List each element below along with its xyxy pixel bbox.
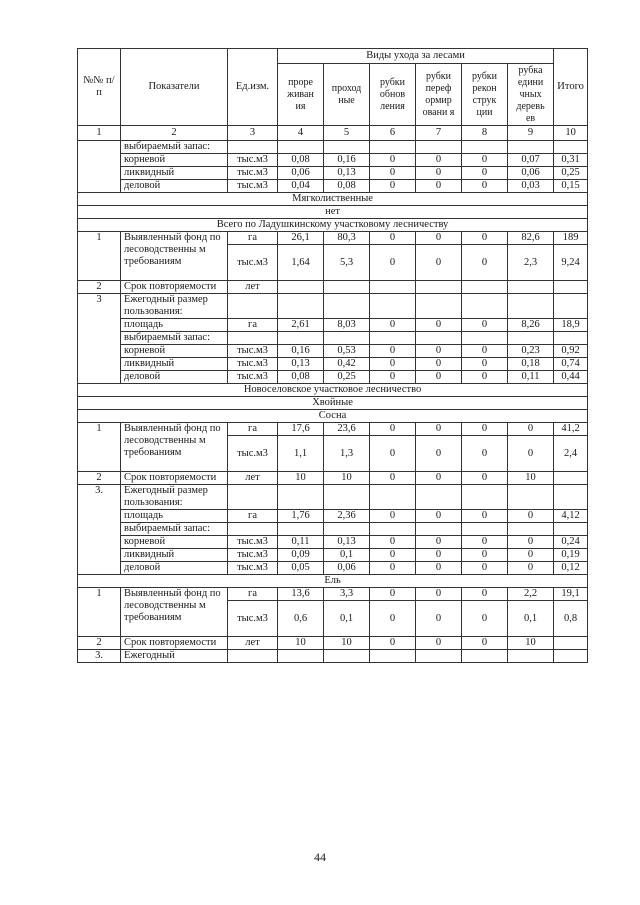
col-number: 8 [462,126,508,141]
table-row [78,345,588,358]
value-cell: 82,6 [508,232,554,245]
table-row [78,637,588,650]
value-cell: 0 [416,319,462,332]
row-label: корневой [121,536,228,549]
value-cell: 0,05 [278,562,324,575]
col-number: 7 [416,126,462,141]
row-number: 2 [78,472,121,485]
value-cell: 0 [508,562,554,575]
section-title: Новоселовское участковое лесничество [78,384,588,397]
unit-cell: га [228,319,278,332]
value-cell: 9,24 [554,245,588,281]
value-cell [554,472,588,485]
table-row [78,510,588,523]
section-row [78,575,588,588]
value-cell: 0,08 [324,180,370,193]
unit-cell: тыс.м3 [228,549,278,562]
value-cell: 0 [370,536,416,549]
header-group: Виды ухода за лесами [278,49,554,64]
value-cell: 0 [416,358,462,371]
value-cell: 0 [462,232,508,245]
table-row [78,485,588,510]
table-row [78,562,588,575]
value-cell: 1,76 [278,510,324,523]
value-cell: 2,3 [508,245,554,281]
value-cell [508,281,554,294]
col-number: 10 [554,126,588,141]
value-cell: 0 [416,232,462,245]
table-row [78,358,588,371]
unit-cell: га [228,232,278,245]
col-number: 9 [508,126,554,141]
value-cell: 0 [370,436,416,472]
section-title: Сосна [78,410,588,423]
value-cell: 0 [370,562,416,575]
value-cell: 0,1 [324,549,370,562]
row-label: ликвидный [121,167,228,180]
value-cell: 18,9 [554,319,588,332]
value-cell: 0 [370,371,416,384]
section-title: Хвойные [78,397,588,410]
value-cell: 0,1 [508,601,554,637]
value-cell: 0,92 [554,345,588,358]
header-col-4: рубки переф ормир овани я [416,64,462,126]
value-cell: 0,23 [508,345,554,358]
unit-cell: лет [228,637,278,650]
unit-cell: га [228,588,278,601]
value-cell: 0 [508,510,554,523]
value-cell: 13,6 [278,588,324,601]
value-cell: 0 [416,549,462,562]
value-cell: 1,64 [278,245,324,281]
unit-cell: тыс.м3 [228,601,278,637]
value-cell: 0 [370,319,416,332]
row-label: ликвидный [121,358,228,371]
row-label: Срок повторяемости [121,637,228,650]
table-row [78,167,588,180]
value-cell [462,281,508,294]
value-cell: 0 [416,588,462,601]
value-cell: 10 [508,637,554,650]
value-cell: 1,1 [278,436,324,472]
col-number: 5 [324,126,370,141]
unit-cell: га [228,423,278,436]
value-cell [554,281,588,294]
section-title: Всего по Ладушкинскому участковому лесничеству [78,219,588,232]
value-cell: 0 [416,245,462,281]
value-cell: 0,06 [508,167,554,180]
forest-care-table [77,48,588,663]
table-row [78,154,588,167]
table-row [78,294,588,319]
unit-cell: тыс.м3 [228,167,278,180]
value-cell: 0 [462,549,508,562]
value-cell: 41,2 [554,423,588,436]
value-cell: 0,03 [508,180,554,193]
row-number: 1 [78,588,121,637]
section-title: Мягколиственные [78,193,588,206]
value-cell [416,281,462,294]
col-number: 1 [78,126,121,141]
header-indicators: Показатели [121,49,228,126]
value-cell: 0,6 [278,601,324,637]
value-cell: 0 [416,510,462,523]
value-cell: 0,13 [324,536,370,549]
value-cell: 0 [370,154,416,167]
value-cell: 0 [462,601,508,637]
value-cell: 0 [462,472,508,485]
value-cell: 0,04 [278,180,324,193]
value-cell [324,281,370,294]
value-cell: 0 [462,562,508,575]
header-col-5: рубки рекон струк ции [462,64,508,126]
value-cell: 0,44 [554,371,588,384]
col-number: 2 [121,126,228,141]
table-row [78,180,588,193]
value-cell: 0 [508,536,554,549]
row-label: Выявленный фонд по лесоводственны м требованиям [121,588,228,637]
row-label: Ежегодный размер пользования: [121,294,228,319]
value-cell: 0,07 [508,154,554,167]
row-number: 3. [78,650,121,663]
value-cell: 0,74 [554,358,588,371]
value-cell: 0 [462,371,508,384]
value-cell: 4,12 [554,510,588,523]
value-cell: 0 [462,637,508,650]
value-cell: 80,3 [324,232,370,245]
row-label: Выявленный фонд по лесоводственны м требованиям [121,423,228,472]
value-cell: 0 [416,436,462,472]
value-cell: 0 [416,637,462,650]
row-label: Выявленный фонд по лесоводственны м требованиям [121,232,228,281]
section-title: нет [78,206,588,219]
section-row [78,193,588,206]
section-row [78,410,588,423]
unit-cell: тыс.м3 [228,154,278,167]
value-cell: 2,2 [508,588,554,601]
table-row [78,371,588,384]
value-cell: 0,24 [554,536,588,549]
table-row [78,472,588,485]
value-cell: 5,3 [324,245,370,281]
table-row [78,549,588,562]
table-row [78,523,588,536]
row-label: выбираемый запас: [121,141,228,154]
table-row [78,588,588,601]
value-cell: 23,6 [324,423,370,436]
value-cell: 10 [324,472,370,485]
value-cell: 1,3 [324,436,370,472]
value-cell: 0,31 [554,154,588,167]
value-cell [554,637,588,650]
table-row [78,141,588,154]
value-cell: 0,12 [554,562,588,575]
value-cell: 2,4 [554,436,588,472]
value-cell [370,281,416,294]
value-cell: 0 [508,549,554,562]
value-cell: 0,06 [324,562,370,575]
value-cell: 0 [370,601,416,637]
value-cell: 0 [370,637,416,650]
value-cell: 0,08 [278,154,324,167]
value-cell: 0 [462,167,508,180]
column-numbers-row [78,126,588,141]
value-cell: 0 [416,472,462,485]
value-cell: 0,19 [554,549,588,562]
table-header [78,49,588,141]
value-cell: 0 [462,180,508,193]
section-row [78,397,588,410]
row-label: Срок повторяемости [121,472,228,485]
value-cell: 0 [370,423,416,436]
col-number: 6 [370,126,416,141]
unit-cell: лет [228,281,278,294]
row-label: выбираемый запас: [121,332,228,345]
value-cell: 0 [370,345,416,358]
section-row [78,219,588,232]
value-cell: 17,6 [278,423,324,436]
value-cell: 0 [416,423,462,436]
value-cell: 0 [462,245,508,281]
table-row [78,319,588,332]
table-row [78,423,588,436]
value-cell: 0 [370,472,416,485]
row-label: корневой [121,154,228,167]
value-cell: 0 [416,167,462,180]
row-number: 1 [78,232,121,281]
value-cell: 0,13 [278,358,324,371]
value-cell: 10 [278,472,324,485]
row-number: 3. [78,485,121,575]
value-cell: 0 [508,436,554,472]
value-cell: 0 [462,423,508,436]
table-row [78,232,588,245]
row-number: 3 [78,294,121,384]
row-label: Ежегодный [121,650,228,663]
value-cell: 0,09 [278,549,324,562]
value-cell: 0 [416,371,462,384]
value-cell: 0,06 [278,167,324,180]
value-cell: 0 [462,345,508,358]
table-row [78,281,588,294]
value-cell: 19,1 [554,588,588,601]
unit-cell: га [228,510,278,523]
value-cell: 0,11 [508,371,554,384]
value-cell: 0 [416,180,462,193]
table-row [78,650,588,663]
unit-cell: тыс.м3 [228,371,278,384]
header-unit: Ед.изм. [228,49,278,126]
value-cell: 0 [370,167,416,180]
value-cell: 0,1 [324,601,370,637]
value-cell: 26,1 [278,232,324,245]
value-cell: 2,36 [324,510,370,523]
value-cell: 189 [554,232,588,245]
row-label: Срок повторяемости [121,281,228,294]
page-number: 44 [314,850,326,864]
row-label: ликвидный [121,549,228,562]
value-cell: 0,13 [324,167,370,180]
row-label: деловой [121,371,228,384]
unit-cell: тыс.м3 [228,245,278,281]
value-cell: 10 [278,637,324,650]
value-cell: 0,11 [278,536,324,549]
value-cell: 0 [370,549,416,562]
col-number: 4 [278,126,324,141]
header-col-3: рубки обнов ления [370,64,416,126]
value-cell: 0 [416,345,462,358]
document-page [77,48,587,663]
value-cell: 0,8 [554,601,588,637]
value-cell: 0,42 [324,358,370,371]
value-cell [278,281,324,294]
value-cell: 0 [370,510,416,523]
unit-cell: тыс.м3 [228,536,278,549]
section-title: Ель [78,575,588,588]
header-col-2: проход ные [324,64,370,126]
value-cell: 0 [508,423,554,436]
unit-cell: тыс.м3 [228,436,278,472]
value-cell: 10 [508,472,554,485]
value-cell: 0 [370,358,416,371]
value-cell: 2,61 [278,319,324,332]
value-cell: 10 [324,637,370,650]
value-cell: 0,15 [554,180,588,193]
row-label: деловой [121,562,228,575]
header-col-1: проре живан ия [278,64,324,126]
value-cell: 0,16 [324,154,370,167]
value-cell: 0 [416,562,462,575]
table-row [78,332,588,345]
row-label: площадь [121,319,228,332]
value-cell: 0 [370,245,416,281]
value-cell: 8,03 [324,319,370,332]
value-cell: 8,26 [508,319,554,332]
table-row [78,536,588,549]
header-num: №№ п/п [78,49,121,126]
value-cell: 0 [370,588,416,601]
value-cell: 0 [462,536,508,549]
row-number: 1 [78,423,121,472]
header-col-6: рубка едини чных деревь ев [508,64,554,126]
unit-cell: тыс.м3 [228,345,278,358]
value-cell: 0 [462,319,508,332]
value-cell: 0,08 [278,371,324,384]
value-cell: 0,53 [324,345,370,358]
row-number: 2 [78,281,121,294]
value-cell: 0,25 [554,167,588,180]
value-cell: 0 [462,358,508,371]
unit-cell: тыс.м3 [228,358,278,371]
col-number: 3 [228,126,278,141]
unit-cell: тыс.м3 [228,180,278,193]
row-label: деловой [121,180,228,193]
row-label: выбираемый запас: [121,523,228,536]
value-cell: 0 [462,588,508,601]
section-row [78,206,588,219]
value-cell: 0 [416,154,462,167]
value-cell: 0 [370,180,416,193]
row-label: Ежегодный размер пользования: [121,485,228,510]
value-cell: 0,18 [508,358,554,371]
unit-cell: лет [228,472,278,485]
value-cell: 0,25 [324,371,370,384]
value-cell: 3,3 [324,588,370,601]
value-cell: 0 [416,536,462,549]
row-label: корневой [121,345,228,358]
value-cell: 0 [416,601,462,637]
value-cell: 0 [462,154,508,167]
value-cell: 0 [462,436,508,472]
section-row [78,384,588,397]
unit-cell: тыс.м3 [228,562,278,575]
row-number: 2 [78,637,121,650]
value-cell: 0 [462,510,508,523]
row-label: площадь [121,510,228,523]
value-cell: 0,16 [278,345,324,358]
header-total: Итого [554,49,588,126]
value-cell: 0 [370,232,416,245]
